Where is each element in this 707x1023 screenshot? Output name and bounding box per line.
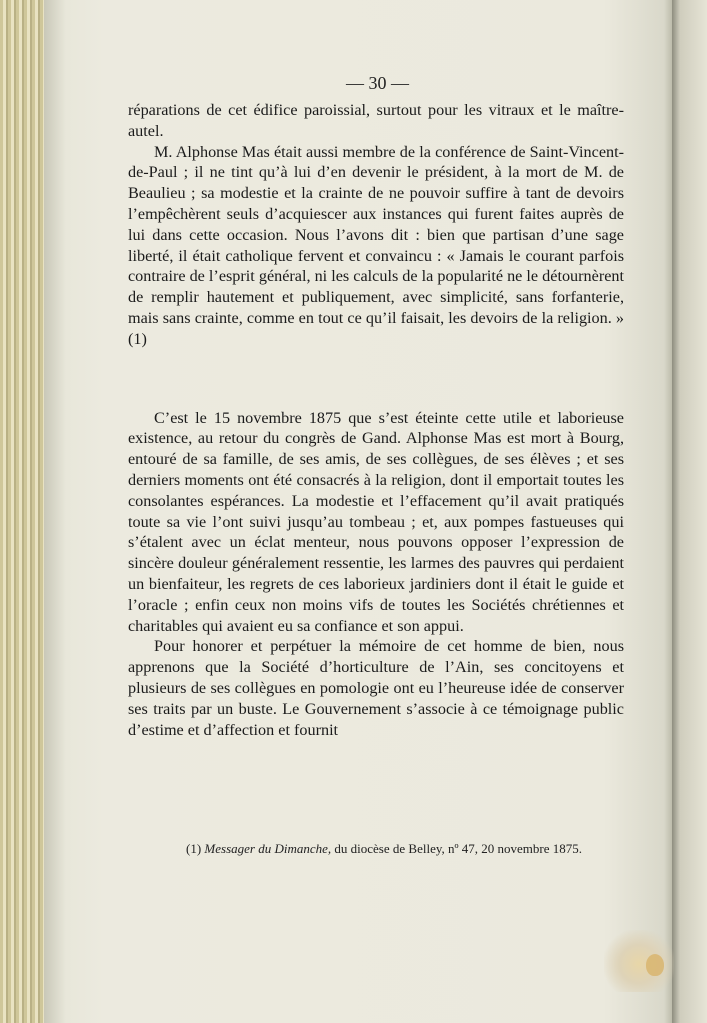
book-gutter-shadow bbox=[672, 0, 707, 1023]
body-text bbox=[128, 100, 624, 740]
page-number: — 30 — bbox=[346, 73, 409, 93]
footnote bbox=[186, 840, 626, 858]
paper-stain-mark bbox=[646, 954, 664, 976]
book-page-edges bbox=[0, 0, 47, 1023]
footnote-source: Messager du Dimanche, bbox=[204, 841, 332, 856]
footnote-text: du diocèse de Belley, nº 47, 20 novembre 1875. bbox=[331, 841, 583, 856]
paragraph-4: Pour honorer et perpétuer la mémoire de cet homme de bien, nous apprenons que la Société d’horticulture de l’Ain, ses concitoyens et plusieurs de ses collègues en pomologie ont eu l’heureuse idée de conserver ses traits par un buste. Le Gouvernement s’associe à ce témoignage public d’estime et d’affection et fournit bbox=[128, 637, 624, 739]
section-break bbox=[128, 350, 624, 408]
paragraph-3: C’est le 15 novembre 1875 que s’est éteinte cette utile et laborieuse existence, au retour du congrès de Gand. Alphonse Mas est mort à Bourg, entouré de sa famille, de ses amis, de ses collègues, de ses élèves ; et ses derniers moments ont été consacrés à la religion, dont il emportait toutes les consolantes espérances. La modestie et l’effacement qu’il avait pratiqués toute sa vie l’ont suivi jusqu’au tombeau ; et, aux pompes fastueuses qui s’étalent avec un éclat menteur, nous pouvons opposer l’expression de sincère douleur généralement ressentie, les larmes des pauvres qui perdaient un bienfaiteur, les regrets de ces laborieux jardiniers dont il était le guide et l’oracle ; enfin ceux non moins vifs de toutes les Sociétés chrétiennes et charitables qui avaient eu sa confiance et son appui. bbox=[128, 408, 624, 635]
paragraph-1: réparations de cet édifice paroissial, surtout pour les vitraux et le maître-autel. bbox=[128, 101, 624, 140]
paragraph-2: M. Alphonse Mas était aussi membre de la conférence de Saint-Vincent-de-Paul ; il ne tint qu’à lui d’en devenir le président, à la mort de M. de Beaulieu ; sa modestie et la crainte de ne pouvoir suffire à tant de devoirs l’empêchèrent seuls d’acquiescer aux instances qui furent faites auprès de lui dans cette occasion. Nous l’avons dit : bien que partisan d’une sage liberté, il était catholique fervent et convaincu : « Jamais le courant parfois contraire de l’esprit général, ni les calculs de la popularité ne le détournèrent de remplir hautement et publiquement, avec simplicité, sans forfanterie, mais sans crainte, comme en tout ce qu’il faisait, les devoirs de la religion. » (1) bbox=[128, 142, 624, 348]
footnote-marker: (1) bbox=[186, 841, 202, 856]
